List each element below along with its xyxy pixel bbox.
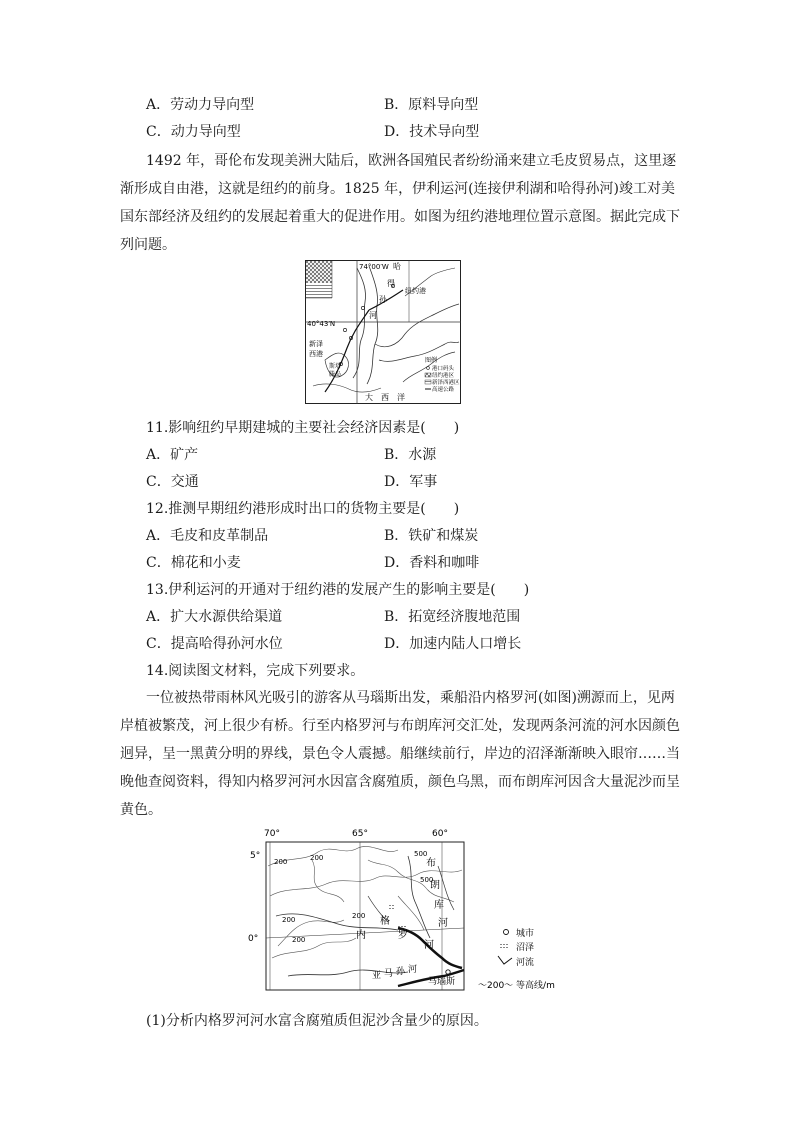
amazon-char: 亚 — [372, 971, 382, 981]
q11-option-a: A．矿产 — [146, 447, 199, 463]
contour-label: 500 — [420, 876, 434, 884]
newark-label: 西港 — [309, 350, 323, 358]
passage-negro-river — [120, 684, 680, 824]
legend-river-symbol — [498, 956, 512, 964]
q10-option-c: C．动力导向型 — [146, 124, 241, 140]
lat-label: 5° — [250, 851, 261, 861]
negro-char: 河 — [424, 940, 434, 951]
legend-swamp-symbol — [500, 942, 509, 950]
newjersey-port-area-swatch — [306, 284, 332, 298]
longitude-label: 74°00′W — [359, 263, 389, 271]
hudson-char: 哈 — [393, 262, 401, 271]
branco-char: 朗 — [430, 880, 440, 891]
branco-char: 河 — [438, 918, 448, 929]
passage-line: 黄色。 — [120, 802, 162, 818]
lon-label: 70° — [264, 829, 280, 839]
q12-option-b: B．铁矿和煤炭 — [384, 528, 479, 544]
hudson-char: 孙 — [379, 295, 387, 304]
newyork-port-area-swatch — [306, 261, 332, 283]
q12-option-d: D．香料和咖啡 — [384, 555, 480, 571]
q10-option-a: A．劳动力导向型 — [146, 97, 255, 113]
newark-label: 新泽 — [309, 340, 323, 348]
q12-stem: 12.推测早期纽约港形成时出口的货物主要是( ) — [146, 501, 460, 517]
q10-option-d: D．技术导向型 — [384, 124, 480, 140]
legend-newjersey-swatch — [425, 380, 431, 384]
atlantic-label: 大 西 洋 — [365, 393, 405, 402]
legend-item: 沼泽 — [516, 943, 535, 953]
newyork-harbor-map — [305, 260, 461, 404]
passage-line: 渐形成自由港，这就是纽约的前身。1825 年，伊利运河(连接伊利湖和哈得孙河)竣工对美 — [120, 181, 676, 197]
negro-char: 格 — [380, 916, 390, 927]
legend-item: 城市 — [516, 929, 535, 939]
negro-char: 罗 — [398, 930, 408, 941]
q10-option-b: B．原料导向型 — [384, 97, 479, 113]
lat-label: 0° — [248, 934, 259, 944]
q11-option-c: C．交通 — [146, 474, 199, 490]
staten-island-label: 斯塔 — [329, 363, 342, 370]
q11-option-d: D．军事 — [384, 474, 438, 490]
legend-newyork-swatch — [425, 373, 431, 377]
passage-line: 岸植被繁茂，河上很少有桥。行至内格罗河与布朗库河交汇处，发现两条河流的河水因颜色 — [120, 718, 680, 734]
q14-sub1: (1)分析内格罗河河水富含腐殖质但泥沙含量少的原因。 — [146, 1013, 488, 1029]
q13-option-a: A．扩大水源供给渠道 — [146, 609, 283, 625]
q13-option-b: B．拓宽经济腹地范围 — [384, 609, 521, 625]
legend-item: 河流 — [516, 958, 535, 968]
passage-line: 国东部经济及纽约的发展起着重大的促进作用。如图为纽约港地理位置示意图。据此完成下 — [120, 209, 680, 225]
lon-label: 60° — [432, 829, 448, 839]
swamp-symbol — [388, 904, 394, 910]
q11-option-b: B．水源 — [384, 447, 437, 463]
q13-option-d: D．加速内陆人口增长 — [384, 636, 522, 652]
amazon-char: 河 — [408, 965, 418, 975]
amazon-char: 孙 — [396, 967, 406, 977]
map2-legend — [478, 927, 555, 991]
hudson-char: 河 — [369, 311, 377, 320]
legend-item: 新泽西港区 — [432, 380, 460, 386]
negro-char: 内 — [356, 930, 366, 941]
branco-char: 库 — [434, 900, 444, 911]
legend-item: 高速公路 — [432, 387, 455, 393]
contour-label: 500 — [414, 850, 428, 858]
staten-island-label: 滕岛 — [329, 371, 342, 378]
hudson-char: 得 — [387, 279, 395, 288]
legend-city-symbol — [504, 930, 509, 935]
amazon-char: 马 — [384, 969, 394, 979]
legend-title: 图例 — [425, 357, 438, 364]
q12-option-c: C．棉花和小麦 — [146, 555, 241, 571]
q11-stem: 11.影响纽约早期建城的主要社会经济因素是( ) — [146, 420, 460, 436]
passage-line: 一位被热带雨林风光吸引的游客从马瑙斯出发，乘船沿内格罗河(如图)溯源而上，见两 — [146, 690, 675, 706]
passage-line: 迥异，呈一黑黄分明的界线，景色令人震撼。船继续前行，岸边的沼泽渐渐映入眼帘……当 — [120, 746, 680, 762]
contour-label: 200 — [274, 858, 288, 866]
contour-label: 200 — [282, 916, 296, 924]
q12-option-a: A．毛皮和皮革制品 — [146, 528, 269, 544]
passage-line: 晚他查阅资料，得知内格罗河河水因富含腐殖质，颜色乌黑，而布朗库河因含大量泥沙而呈 — [120, 774, 680, 790]
q13-stem: 13.伊利运河的开通对于纽约港的发展产生的影响主要是( ) — [146, 582, 530, 598]
legend-item: ～200～ 等高线/m — [478, 981, 555, 991]
contour-label: 200 — [310, 854, 324, 862]
passage-newyork — [120, 147, 680, 259]
q13-option-c: C．提高哈得孙河水位 — [146, 636, 283, 652]
negro-river-map — [248, 826, 588, 998]
passage-line: 列问题。 — [120, 237, 176, 253]
contour-label: 200 — [292, 936, 306, 944]
branco-char: 布 — [426, 858, 436, 869]
manaus-label: 马瑙斯 — [428, 977, 456, 987]
lon-label: 65° — [352, 829, 368, 839]
newyork-port-label: 纽约港 — [405, 287, 426, 295]
legend-item: 纽约港区 — [432, 373, 455, 379]
passage-line: 1492 年，哥伦布发现美洲大陆后，欧洲各国殖民者纷纷涌来建立毛皮贸易点，这里逐 — [146, 153, 677, 169]
legend-item: 港口码头 — [432, 366, 455, 372]
latitude-label: 40°43′N — [307, 320, 336, 328]
q14-stem: 14.阅读图文材料，完成下列要求。 — [146, 663, 365, 679]
contour-label: 200 — [352, 912, 366, 920]
